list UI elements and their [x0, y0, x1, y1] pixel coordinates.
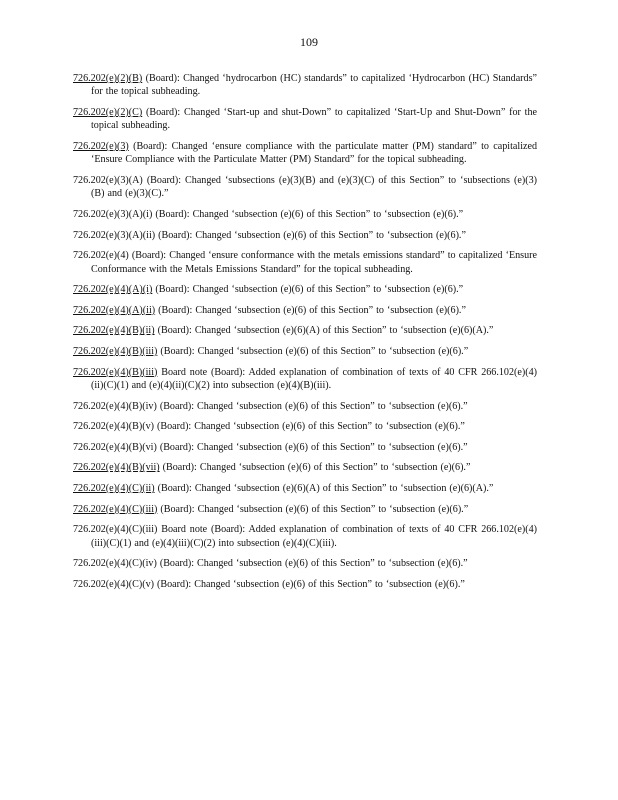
amendment-entry [73, 578, 537, 591]
entry-text: (Board): Changed ‘subsection (e)(6) of this Section” to ‘subsection (e)(6).” [155, 304, 466, 316]
section-reference: 726.202(e)(4)(A)(i) [73, 284, 153, 296]
amendment-entry [73, 72, 537, 99]
amendment-entry [73, 208, 537, 221]
section-reference: 726.202(e)(4)(B)(vii) [73, 462, 160, 474]
amendment-entry [73, 324, 537, 337]
section-reference: 726.202(e)(4)(C)(iii) [73, 503, 158, 515]
amendment-entry [73, 345, 537, 358]
entry-text: (Board): Changed ‘subsection (e)(6) of this Section” to ‘subsection (e)(6).” [155, 229, 466, 241]
amendment-entry [73, 482, 537, 495]
section-reference: 726.202(e)(4)(C)(ii) [73, 482, 155, 494]
section-reference: 726.202(e)(3)(A)(i) [73, 209, 153, 220]
page-number: 109 [300, 35, 318, 49]
amendment-entry [73, 400, 537, 413]
section-reference: 726.202(e)(4)(B)(v) [73, 421, 155, 433]
entry-text: (Board): Changed ‘hydrocarbon (HC) standards” to capitalized ‘Hydrocarbon (HC) Standards” for the topical subheading. [91, 73, 537, 98]
section-reference: 726.202(e)(3)(A)(ii) [73, 229, 156, 241]
amendment-entry [73, 140, 537, 167]
amendment-entry [73, 283, 537, 296]
section-reference: 726.202(e)(3) [73, 141, 129, 152]
entry-text: (Board): Changed ‘subsection (e)(6) of this Section” to ‘subsection (e)(6).” [159, 462, 471, 474]
entry-text: (Board): Changed ‘subsection (e)(6) of this Section” to ‘subsection (e)(6).” [154, 421, 465, 433]
section-reference: 726.202(e)(4)(B)(vi) [73, 441, 157, 453]
section-reference: 726.202(e)(4)(C)(iii) [73, 524, 158, 536]
section-reference: 726.202(e)(4)(A)(ii) [73, 304, 156, 316]
section-reference: 726.202(e)(4)(B)(iii) [73, 345, 158, 357]
entry-text: (Board): Changed ‘ensure compliance with the particulate matter (PM) standard” to capitalized ‘Ensure Compliance with the Particulate Matter (PM) Standard” for the topical subheading. [91, 141, 537, 166]
entry-text: (Board): Changed ‘subsection (e)(6) of this Section” to ‘subsection (e)(6).” [152, 209, 464, 220]
section-reference: 726.202(e)(2)(B) [73, 73, 143, 84]
entry-list [73, 72, 537, 598]
amendment-entry [73, 420, 537, 433]
entry-text: Board note (Board): Added explanation of combination of texts of 40 CFR 266.102(e)(4)(iii)(C)(1) and (e)(4)(iii)(C)(2) into subsection (e)(4)(C)(iii). [91, 524, 537, 549]
entry-text: (Board): Changed ‘subsection (e)(6) of this Section” to ‘subsection (e)(6).” [156, 400, 468, 412]
amendment-entry [73, 304, 537, 317]
entry-text: (Board): Changed ‘subsection (e)(6) of this Section” to ‘subsection (e)(6).” [157, 345, 469, 357]
amendment-entry [73, 249, 537, 276]
section-reference: 726.202(e)(4)(B)(iv) [73, 400, 157, 412]
section-reference: 726.202(e)(4)(C)(iv) [73, 558, 157, 570]
amendment-entry [73, 106, 537, 133]
amendment-entry [73, 441, 537, 454]
entry-text: (Board): Changed ‘subsections (e)(3)(B) and (e)(3)(C) of this Section” to ‘subsections (e)(3)(B) and (e)(3)(C).” [91, 175, 537, 200]
section-reference: 726.202(e)(4)(B)(iii) [73, 366, 158, 378]
amendment-entry [73, 523, 537, 550]
entry-text: (Board): Changed ‘ensure conformance with the metals emissions standard” to capitalized ‘Ensure Conformance with the Metals Emissions Standard” for the topical subheading. [91, 250, 537, 275]
amendment-entry [73, 503, 537, 516]
section-reference: 726.202(e)(2)(C) [73, 107, 143, 118]
section-reference: 726.202(e)(4)(C)(v) [73, 578, 155, 590]
section-reference: 726.202(e)(4) [73, 250, 129, 262]
section-reference: 726.202(e)(4)(B)(ii) [73, 325, 155, 337]
entry-text: Board note (Board): Added explanation of combination of texts of 40 CFR 266.102(e)(4)(ii)(C)(1) and (e)(4)(ii)(C)(2) into subsection (e)(4)(B)(iii). [91, 366, 537, 391]
amendment-entry [73, 461, 537, 474]
entry-text: (Board): Changed ‘subsection (e)(6)(A) of this Section” to ‘subsection (e)(6)(A).” [154, 482, 494, 494]
entry-text: (Board): Changed ‘subsection (e)(6) of this Section” to ‘subsection (e)(6).” [152, 284, 464, 296]
section-reference: 726.202(e)(3)(A) [73, 175, 143, 186]
entry-text: (Board): Changed ‘Start-up and shut-Down” to capitalized ‘Start-Up and Shut-Down” for the topical subheading. [91, 107, 537, 132]
entry-text: (Board): Changed ‘subsection (e)(6) of this Section” to ‘subsection (e)(6).” [154, 578, 465, 590]
entry-text: (Board): Changed ‘subsection (e)(6) of this Section” to ‘subsection (e)(6).” [156, 441, 468, 453]
amendment-entry [73, 557, 537, 570]
entry-text: (Board): Changed ‘subsection (e)(6)(A) of this Section” to ‘subsection (e)(6)(A).” [154, 325, 494, 337]
amendment-entry [73, 174, 537, 201]
entry-text: (Board): Changed ‘subsection (e)(6) of this Section” to ‘subsection (e)(6).” [156, 558, 468, 570]
amendment-entry [73, 229, 537, 242]
amendment-entry [73, 366, 537, 393]
entry-text: (Board): Changed ‘subsection (e)(6) of this Section” to ‘subsection (e)(6).” [157, 503, 469, 515]
